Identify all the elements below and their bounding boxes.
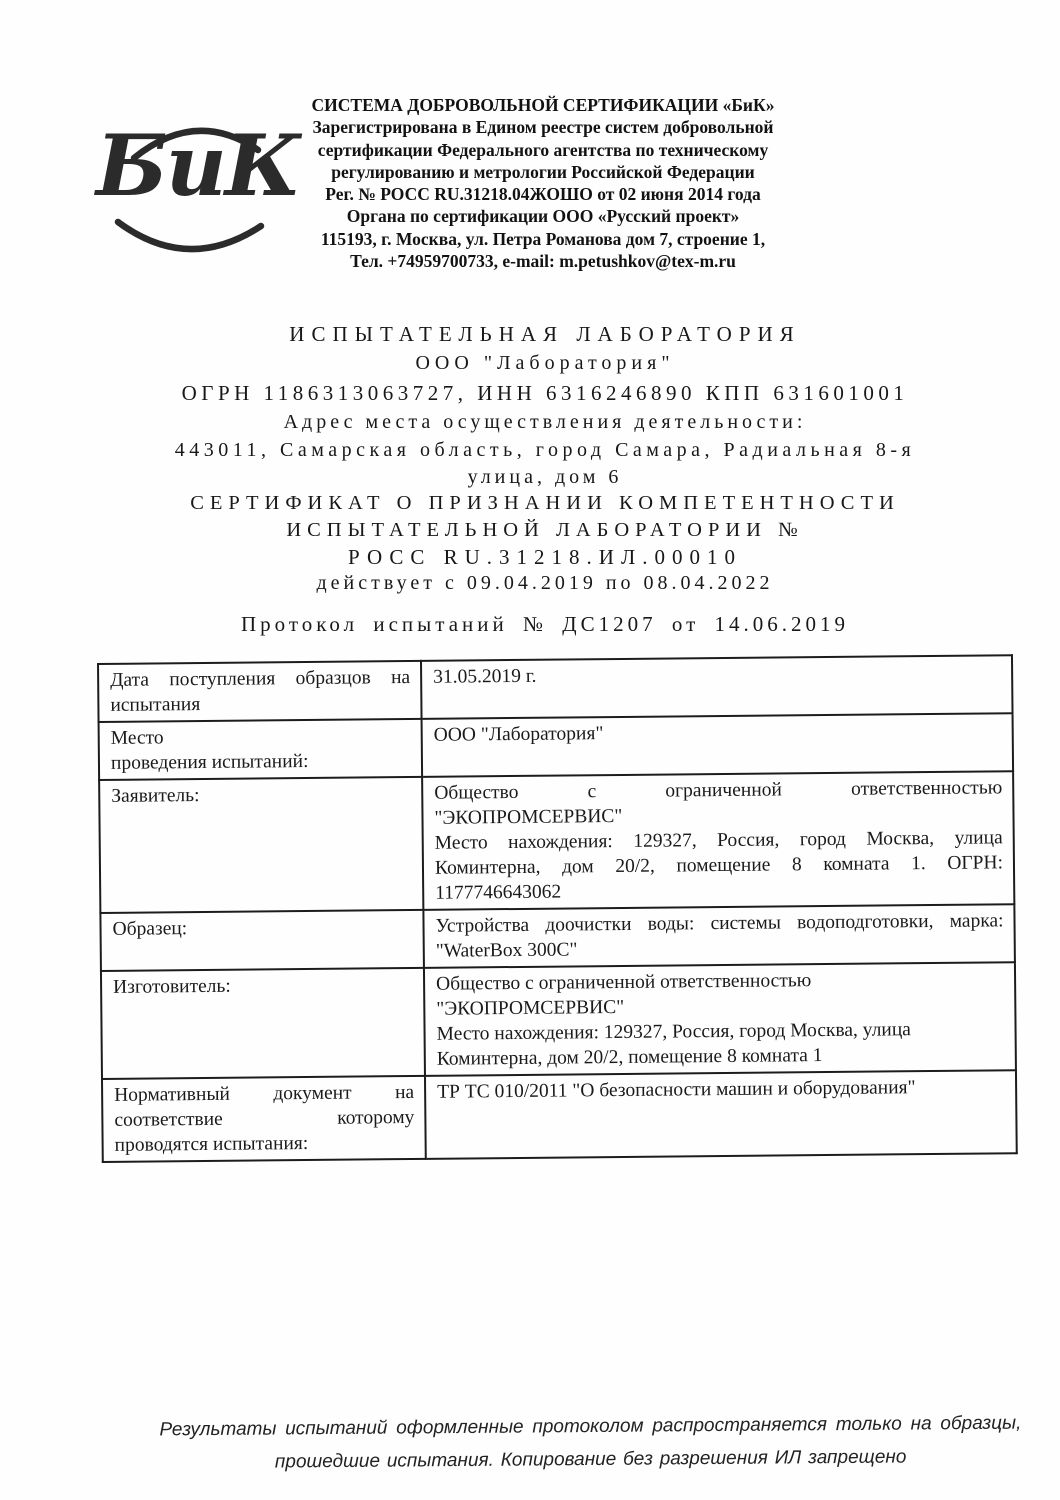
cell-line: испытания <box>110 694 201 716</box>
cell-line: Коминтерна, дом 20/2, помещение 8 комната 1. ОГРН: <box>434 852 1004 879</box>
lab-name: ООО "Лаборатория" <box>415 352 675 374</box>
cell-line: проводятся испытания: <box>114 1132 309 1156</box>
row-value <box>422 771 1014 910</box>
header-line: СИСТЕМА ДОБРОВОЛЬНОЙ СЕРТИФИКАЦИИ «БиК» <box>311 95 775 115</box>
row-label <box>102 1076 426 1162</box>
cell-line: "ЭКОПРОМСЕРВИС" <box>434 805 623 829</box>
table-row-applicant <box>99 771 1014 913</box>
row-value <box>425 1070 1017 1159</box>
cell-line: Общество с ограниченной ответственностью <box>435 970 812 995</box>
cell-line: 31.05.2019 г. <box>433 665 537 688</box>
cell-line: "ЭКОПРОМСЕРВИС" <box>436 996 625 1020</box>
cert-number: РОСС RU.31218.ИЛ.00010 <box>348 545 742 569</box>
header-line: Рег. № РОСС RU.31218.04ЖОШО от 02 июня 2014 года <box>325 184 761 205</box>
row-value <box>422 713 1014 777</box>
row-value <box>421 655 1013 719</box>
table-row-normative-document <box>102 1070 1017 1162</box>
cell-line: ООО "Лаборатория" <box>433 723 604 746</box>
cell-line: соответствие которому <box>114 1106 415 1131</box>
row-label <box>99 777 423 913</box>
address-line-2: улица, дом 6 <box>467 466 623 488</box>
row-value <box>424 962 1016 1076</box>
logo-text: БиК <box>96 116 300 215</box>
title-block <box>15 320 1060 597</box>
table-row-date-received <box>98 655 1013 722</box>
cert-validity: действует с 09.04.2019 по 08.04.2022 <box>316 572 774 594</box>
header-line: Зарегистрирована в Едином реестре систем добровольной <box>312 117 774 138</box>
cell-line: Образец: <box>112 918 188 940</box>
footer-line-1: Результаты испытаний оформленные протоколом распространяется только на образцы, <box>159 1412 1022 1441</box>
cell-line: "WaterBox 300C" <box>435 939 578 962</box>
header-line: Органа по сертификации ООО «Русский проект» <box>346 206 740 227</box>
lab-title: ИСПЫТАТЕЛЬНАЯ ЛАБОРАТОРИЯ <box>289 322 801 346</box>
table-row-sample <box>100 904 1015 971</box>
header-line: сертификации Федерального агентства по техническому <box>317 139 769 160</box>
row-value <box>423 904 1015 968</box>
footer-note <box>118 1406 1060 1479</box>
cell-line: Место <box>110 727 164 749</box>
cell-line: Изготовитель: <box>113 975 231 998</box>
cell-line: проведения испытаний: <box>110 750 309 774</box>
cell-line: Общество с ограниченной ответственностью <box>434 777 1003 804</box>
cell-line: Коминтерна, дом 20/2, помещение 8 комната 1 <box>436 1045 823 1070</box>
cert-system-header <box>47 94 1039 272</box>
row-label <box>100 910 424 971</box>
protocol-table <box>97 654 1018 1163</box>
lab-requisites: ОГРН 1186313063727, ИНН 6316246890 КПП 631601001 <box>181 381 909 405</box>
cell-line: Место нахождения: 129327, Россия, город Москва, улица <box>436 1019 912 1045</box>
cell-line: Нормативный документ на <box>114 1081 415 1106</box>
address-label: Адрес места осуществления деятельности: <box>283 411 807 433</box>
cell-line: Устройства доочистки воды: системы водоподготовки, марка: <box>435 910 1004 937</box>
header-line: Тел. +74959700733, e-mail: m.petushkov@tex-m.ru <box>350 251 736 272</box>
header-line: регулированию и метрологии Российской Федерации <box>331 161 755 182</box>
protocol-heading: Протокол испытаний № ДС1207 от 14.06.2019 <box>240 612 850 636</box>
row-label <box>99 719 423 780</box>
cell-line: Дата поступления образцов на <box>110 666 411 691</box>
cell-line: ТР ТС 010/2011 "О безопасности машин и оборудования" <box>437 1077 916 1103</box>
table-row-manufacturer <box>101 962 1016 1079</box>
cert-title-line-1: СЕРТИФИКАТ О ПРИЗНАНИИ КОМПЕТЕНТНОСТИ <box>190 492 900 514</box>
cell-line: Заявитель: <box>111 785 200 807</box>
row-label <box>98 661 422 722</box>
header-line: 115193, г. Москва, ул. Петра Романова дом 7, строение 1, <box>320 228 766 249</box>
cell-line: 1177746643062 <box>435 881 562 904</box>
protocol-table-body <box>98 655 1017 1162</box>
cert-title-line-2: ИСПЫТАТЕЛЬНОЙ ЛАБОРАТОРИИ № <box>286 519 804 541</box>
table-row-test-location <box>99 713 1014 780</box>
address-line-1: 443011, Самарская область, город Самара, Радиальная 8-я <box>174 439 916 461</box>
row-label <box>101 968 425 1079</box>
cell-line: Место нахождения: 129327, Россия, город Москва, улица <box>434 827 1003 854</box>
footer-line-2: прошедшие испытания. Копирование без разрешения ИЛ запрещено <box>274 1446 907 1473</box>
